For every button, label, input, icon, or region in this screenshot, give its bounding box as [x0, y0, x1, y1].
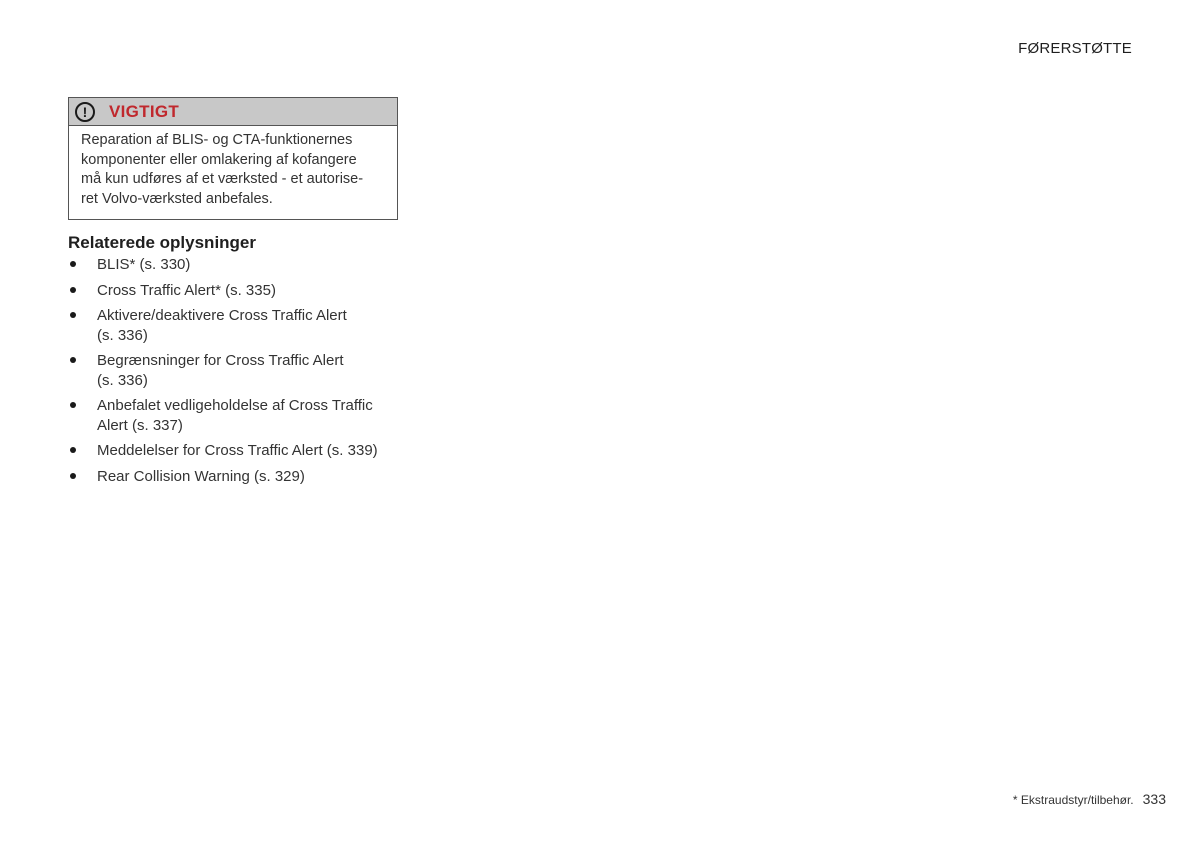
warning-box	[68, 97, 398, 220]
warning-header	[69, 98, 397, 126]
page-footer	[1013, 791, 1166, 807]
bullet-icon	[70, 312, 76, 318]
related-link-blis[interactable]	[68, 255, 398, 275]
bullet-icon	[70, 287, 76, 293]
bullet-icon	[70, 357, 76, 363]
link-text: Anbefalet vedligeholdelse af Cross Traffic	[97, 397, 373, 414]
related-link-activate-deactivate-cta[interactable]	[68, 306, 398, 345]
warning-line: Reparation af BLIS- og CTA-funktionernes	[81, 132, 353, 148]
link-text: Begrænsninger for Cross Traffic Alert	[97, 352, 344, 369]
bullet-icon	[70, 261, 76, 267]
related-link-rear-collision-warning[interactable]	[68, 467, 398, 487]
warning-line: må kun udføres af et værksted - et autorise-	[81, 171, 364, 187]
link-text: Aktivere/deaktivere Cross Traffic Alert	[97, 307, 347, 324]
related-info-heading: Relaterede oplysninger	[68, 233, 257, 252]
link-text: Meddelelser for Cross Traffic Alert (s. 339)	[97, 442, 378, 459]
warning-text	[69, 126, 397, 219]
bullet-icon	[70, 447, 76, 453]
link-text: Rear Collision Warning (s. 329)	[97, 467, 305, 485]
section-header: FØRERSTØTTE	[1018, 40, 1132, 57]
related-link-cta-maintenance[interactable]	[68, 396, 398, 435]
related-info-list	[68, 255, 398, 492]
link-text: Alert (s. 337)	[97, 416, 183, 434]
footnote: * Ekstraudstyr/tilbehør.	[1012, 793, 1134, 807]
bullet-icon	[70, 402, 76, 408]
warning-title: VIGTIGT	[109, 101, 180, 121]
exclamation-circle-icon: !	[75, 102, 95, 122]
bullet-icon	[70, 473, 76, 479]
link-text: (s. 336)	[97, 371, 148, 389]
link-text: Cross Traffic Alert* (s. 335)	[97, 281, 276, 299]
warning-line: ret Volvo-værksted anbefales.	[81, 190, 273, 207]
related-link-cta-limitations[interactable]	[68, 351, 398, 390]
related-link-cross-traffic-alert[interactable]	[68, 281, 398, 301]
link-text: (s. 336)	[97, 326, 148, 344]
related-link-cta-messages[interactable]	[68, 441, 398, 461]
page-number: 333	[1142, 791, 1166, 807]
link-text: BLIS* (s. 330)	[97, 256, 191, 273]
warning-line: komponenter eller omlakering af kofangere	[81, 151, 357, 168]
